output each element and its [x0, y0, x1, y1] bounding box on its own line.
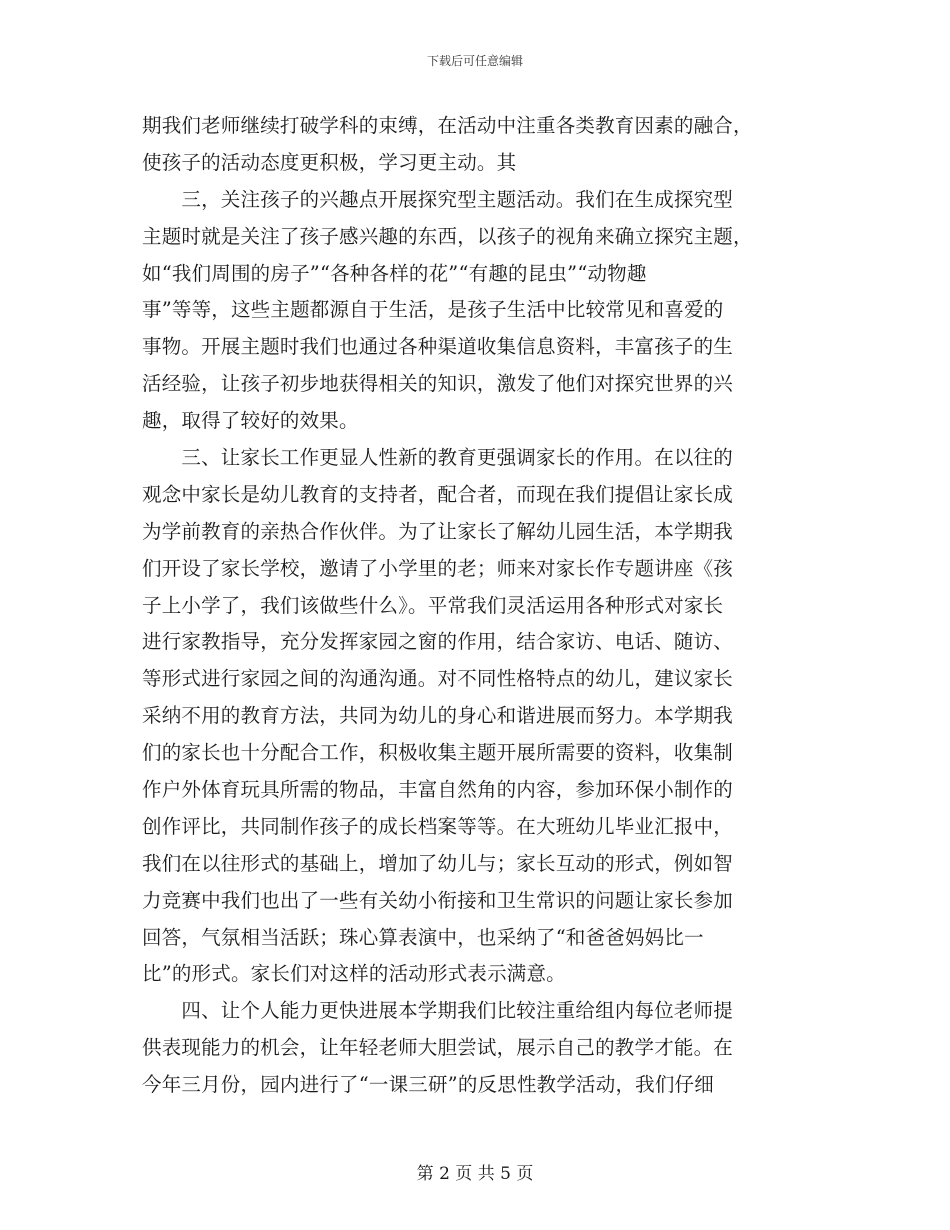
body-line: 为学前教育的亲热合作伙伴。为了让家长了解幼儿园生活，本学期我 — [142, 519, 734, 543]
body-line: 活经验，让孩子初步地获得相关的知识，激发了他们对探究世界的兴 — [142, 372, 734, 396]
body-line: 期我们老师继续打破学科的束缚，在活动中注重各类教育因素的融合， — [142, 114, 753, 137]
body-line: 今年三月份，园内进行了“一课三研”的反思性教学活动，我们仔细 — [142, 1073, 714, 1097]
body-line: 比”的形式。家长们对这样的活动形式表示满意。 — [142, 962, 566, 986]
body-line: 主题时就是关注了孩子感兴趣的东西，以孩子的视角来确立探究主题， — [142, 224, 753, 248]
body-line: 四、让个人能力更快进展本学期我们比较注重给组内每位老师提 — [142, 999, 734, 1023]
body-line: 回答，气氛相当活跃；珠心算表演中，也采纳了“和爸爸妈妈比一 — [142, 925, 704, 949]
body-line: 使孩子的活动态度更积极，学习更主动。其 — [142, 150, 517, 174]
body-line: 事”等等，这些主题都源自于生活，是孩子生活中比较常见和喜爱的 — [142, 298, 724, 322]
body-line: 进行家教指导，充分发挥家园之窗的作用，结合家访、电话、随访、 — [142, 630, 734, 654]
document-body — [142, 108, 802, 1104]
body-line: 三、让家长工作更显人性新的教育更强调家长的作用。在以往的 — [142, 446, 734, 470]
page-header: 下载后可任意编辑 — [426, 54, 523, 68]
body-line: 作户外体育玩具所需的物品，丰富自然角的内容，参加环保小制作的 — [142, 778, 734, 802]
body-line: 等形式进行家园之间的沟通沟通。对不同性格特点的幼儿，建议家长 — [142, 667, 734, 691]
body-line: 观念中家长是幼儿教育的支持者，配合者，而现在我们提倡让家长成 — [142, 482, 734, 506]
body-line: 们开设了家长学校，邀请了小学里的老；师来对家长作专题讲座《孩 — [142, 556, 734, 580]
body-line: 事物。开展主题时我们也通过各种渠道收集信息资料，丰富孩子的生 — [142, 335, 734, 359]
page-number: 第 2 页 共 5 页 — [416, 1164, 534, 1184]
body-line: 们的家长也十分配合工作，积极收集主题开展所需要的资料，收集制 — [142, 741, 734, 765]
body-line: 供表现能力的机会，让年轻老师大胆尝试，展示自己的教学才能。在 — [142, 1036, 734, 1060]
body-line: 采纳不用的教育方法，共同为幼儿的身心和谐进展而努力。本学期我 — [142, 704, 734, 728]
body-line: 三，关注孩子的兴趣点开展探究型主题活动。我们在生成探究型 — [142, 187, 734, 211]
body-line: 趣，取得了较好的效果。 — [142, 409, 359, 433]
body-line: 如“我们周围的房子”“各种各样的花”“有趣的昆虫”“动物趣 — [142, 261, 647, 285]
body-line: 力竞赛中我们也出了一些有关幼小衔接和卫生常识的问题让家长参加 — [142, 888, 734, 912]
body-line: 我们在以往形式的基础上，增加了幼儿与；家长互动的形式，例如智 — [142, 851, 734, 875]
body-line: 创作评比，共同制作孩子的成长档案等等。在大班幼儿毕业汇报中， — [142, 814, 734, 838]
body-line: 子上小学了，我们该做些什么》。平常我们灵活运用各种形式对家长 — [142, 593, 724, 617]
